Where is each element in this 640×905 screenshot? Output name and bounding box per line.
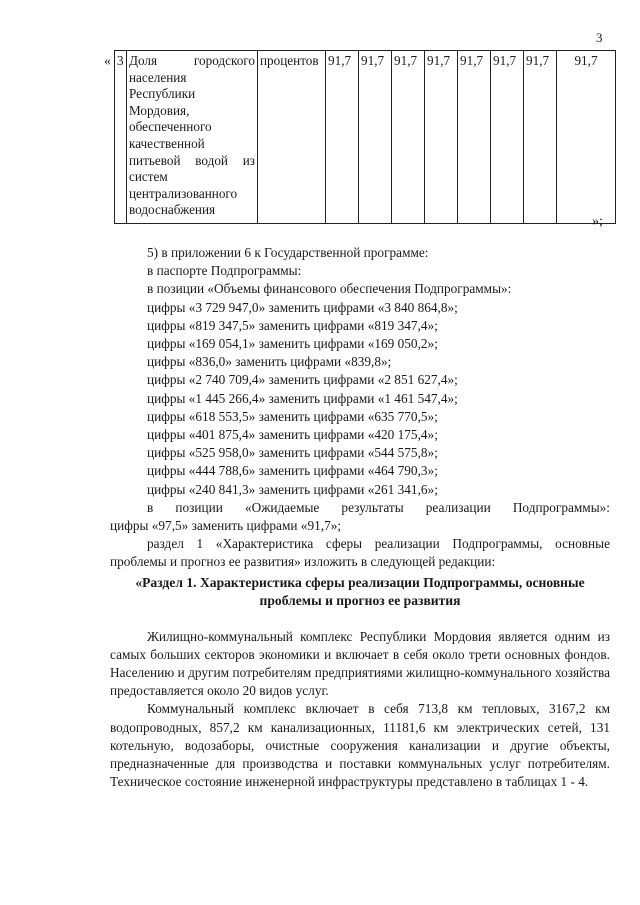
text-line: 5) в приложении 6 к Государственной программе: — [147, 245, 429, 260]
row-number: 3 — [115, 51, 127, 224]
page-number: 3 — [596, 30, 603, 45]
value-cell: 91,7 — [359, 51, 392, 224]
value-cell: 91,7 — [491, 51, 524, 224]
text-line: цифры «618 553,5» заменить цифрами «635 770,5»; — [147, 408, 438, 424]
text-line: в позиции «Ожидаемые результаты реализации Подпрограммы»: — [147, 499, 610, 515]
paragraph: Коммунальный комплекс включает в себя 713,8 км тепловых, 3167,2 км водопроводных, 857,2 км канализационных, 11181,6 км электрических сетей, 131 котельную, водозаборы, очистные сооружения канализации и другие объекты, предназначенные для производства и поставки коммунальных услуг потребителям. Техническое состояние инженерной инфраструктуры представлено в таблицах 1 - 4. — [110, 701, 610, 790]
section-heading — [110, 574, 610, 610]
unit-cell: процентов — [258, 51, 326, 224]
value-cell: 91,7 — [458, 51, 491, 224]
text-line: цифры «401 875,4» заменить цифрами «420 175,4»; — [147, 427, 438, 443]
text-line: в позиции «Объемы финансового обеспечения Подпрограммы»: — [147, 281, 512, 297]
value-cell: 91,7 — [524, 51, 557, 224]
indicator-name: Доля городского населения Республики Мордовия, обеспеченного качественной питьевой водой из систем централизованного водоснабжения — [127, 51, 258, 224]
text-line: раздел 1 «Характеристика сферы реализации Подпрограммы, основные — [147, 536, 610, 552]
text-line: цифры «444 788,6» заменить цифрами «464 790,3»; — [147, 463, 438, 479]
text-line: цифры «1 445 266,4» заменить цифрами «1 461 547,4»; — [147, 390, 458, 406]
paragraph: Жилищно-коммунальный комплекс Республики Мордовия является одним из самых больших секторов экономики и включает в себя около трети основных фондов. Населению и другим потребителям предприятиями жилищно-коммунального хозяйства предоставляется около 20 видов услуг. — [110, 628, 610, 699]
text-line: цифры «240 841,3» заменить цифрами «261 341,6»; — [147, 481, 438, 497]
table-open-quote: « — [104, 54, 111, 69]
text-line: проблемы и прогноз ее развития» изложить в следующей редакции: — [110, 554, 496, 570]
text-line: цифры «836,0» заменить цифрами «839,8»; — [147, 354, 392, 370]
section-heading-line: «Раздел 1. Характеристика сферы реализации Подпрограммы, основные — [135, 574, 585, 590]
text-line: цифры «2 740 709,4» заменить цифрами «2 851 627,4»; — [147, 372, 458, 388]
text-line: в паспорте Подпрограммы: — [147, 263, 302, 279]
indicator-table — [114, 50, 616, 224]
value-cell: 91,7 — [392, 51, 425, 224]
value-cell: 91,7 — [326, 51, 359, 224]
text-line: цифры «169 054,1» заменить цифрами «169 050,2»; — [147, 336, 438, 352]
table-close-quote: »; — [592, 214, 603, 229]
body-text — [110, 244, 610, 791]
table-row — [115, 51, 616, 224]
spacer — [110, 610, 610, 628]
value-cell: 91,7 — [425, 51, 458, 224]
text-line: цифры «3 729 947,0» заменить цифрами «3 840 864,8»; — [147, 299, 458, 315]
value-cell: 91,7 — [557, 51, 616, 224]
text-line: цифры «819 347,5» заменить цифрами «819 347,4»; — [147, 317, 438, 333]
section-heading-line: проблемы и прогноз ее развития — [259, 592, 461, 608]
text-line: цифры «97,5» заменить цифрами «91,7»; — [110, 518, 342, 534]
text-line: цифры «525 958,0» заменить цифрами «544 575,8»; — [147, 445, 438, 461]
